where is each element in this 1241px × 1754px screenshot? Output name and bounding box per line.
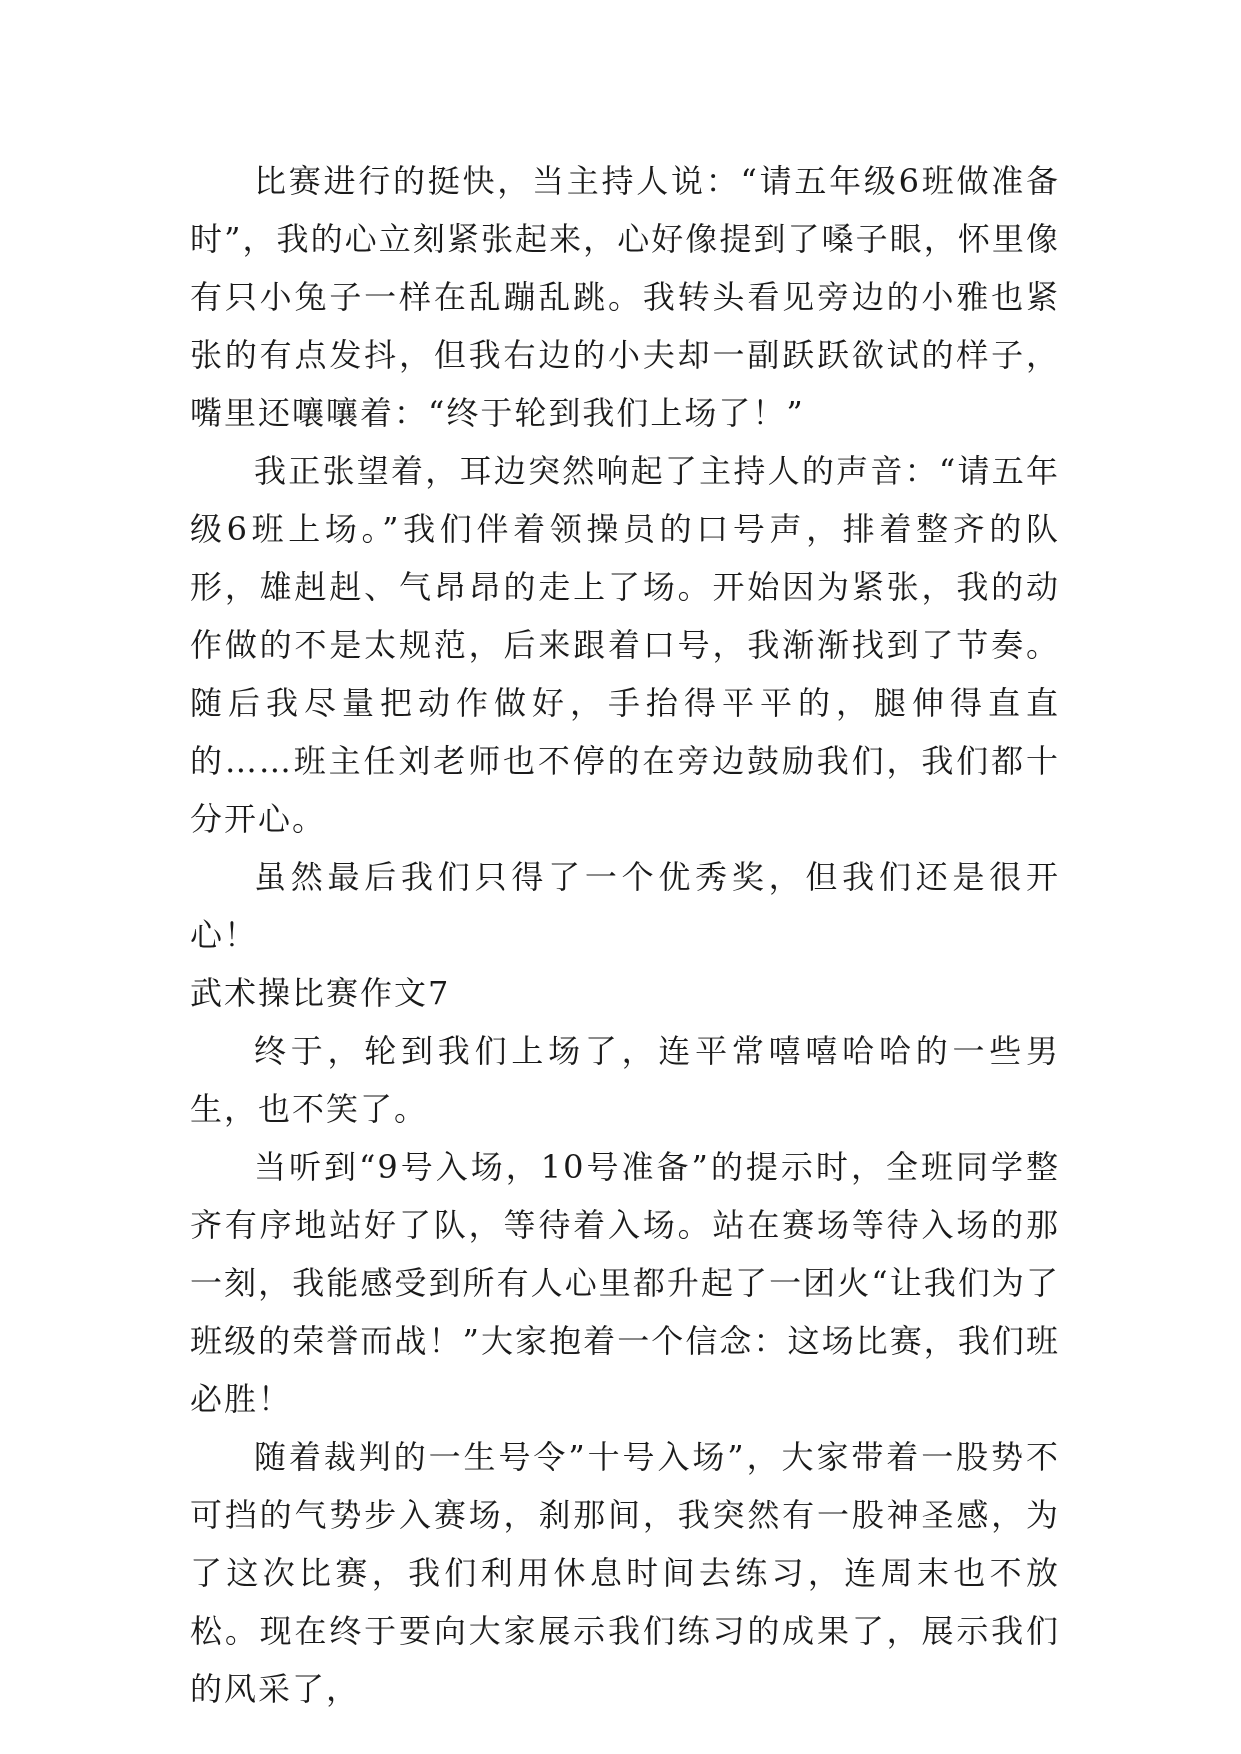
paragraph: 当听到“9号入场，10号准备”的提示时，全班同学整齐有序地站好了队，等待着入场。站在赛场等待入场的那一刻，我能感受到所有人心里都升起了一团火“让我们为了班级的荣誉而战！”大家抱着一个信念：这场比赛，我们班必胜！ xyxy=(190,1148,1060,1418)
paragraph: 终于，轮到我们上场了，连平常嘻嘻哈哈的一些男生，也不笑了。 xyxy=(190,1032,1060,1128)
paragraph: 随着裁判的一生号令”十号入场”，大家带着一股势不可挡的气势步入赛场，刹那间，我突然有一股神圣感，为了这次比赛，我们利用休息时间去练习，连周末也不放松。现在终于要向大家展示我们练习的成果了，展示我们的风采了， xyxy=(190,1438,1060,1708)
paragraph: 比赛进行的挺快，当主持人说：“请五年级6班做准备时”，我的心立刻紧张起来，心好像提到了嗓子眼，怀里像有只小兔子一样在乱蹦乱跳。我转头看见旁边的小雅也紧张的有点发抖，但我右边的小夫却一副跃跃欲试的样子，嘴里还嚷嚷着：“终于轮到我们上场了！” xyxy=(190,162,1060,432)
section-title: 武术操比赛作文7 xyxy=(190,974,451,1012)
document-body xyxy=(190,152,1060,1718)
paragraph: 虽然最后我们只得了一个优秀奖，但我们还是很开心！ xyxy=(190,858,1060,954)
paragraph: 我正张望着，耳边突然响起了主持人的声音：“请五年级6班上场。”我们伴着领操员的口号声，排着整齐的队形，雄赳赳、气昂昂的走上了场。开始因为紧张，我的动作做的不是太规范，后来跟着口号，我渐渐找到了节奏。随后我尽量把动作做好，手抬得平平的，腿伸得直直的……班主任刘老师也不停的在旁边鼓励我们，我们都十分开心。 xyxy=(190,452,1060,838)
